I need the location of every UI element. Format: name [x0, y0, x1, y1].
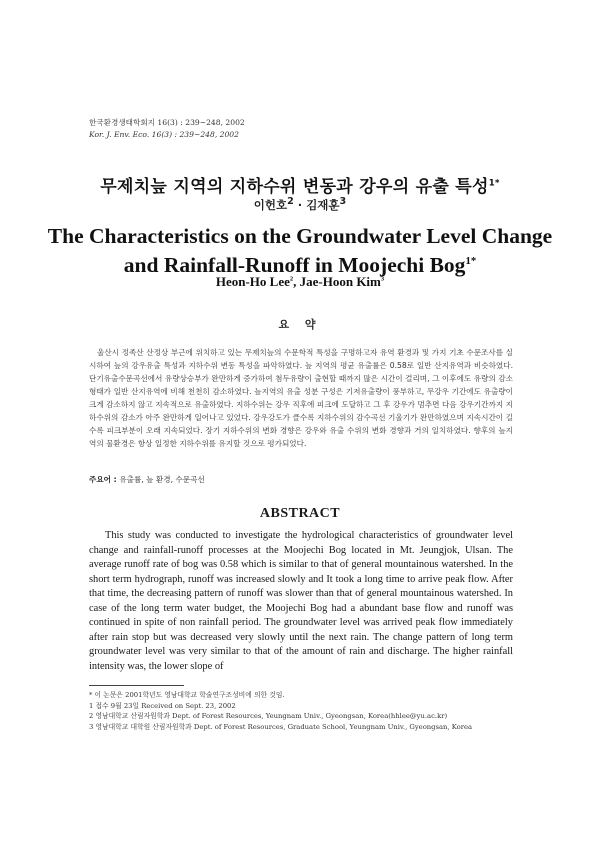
english-author-separator: , [293, 274, 300, 289]
korean-author-1: 이헌호 [253, 197, 288, 212]
footnote-affiliation-1: 2 영남대학교 산림자원학과 Dept. of Forest Resources, Yeungnam Univ., Gyeongsan, Korea(hhlee@yu.ac.kr) [89, 712, 448, 721]
english-author-1-mark: 2 [289, 275, 294, 283]
keywords [89, 474, 205, 485]
korean-author-2: 김재훈 [306, 197, 340, 212]
korean-author-separator: · [293, 197, 307, 212]
english-abstract-body: This study was conducted to investigate the hydrological characteristics of groundwater level change and rainfall-runoff processes at the Moojechi Bog located in Mt. Jeungjok, Ulsan. The average runoff rate of bog was 0.58 which is similar to that of general mountainous watershed. In the short term hydrograph, runoff was increased slowly and It took a long time to arrive peak flow. After that time, the decreasing pattern of runoff was slower than that of general mountainous watershed. In case of the long term water budget, the Moojechi Bog had a abundant base flow and runoff was continued in spite of non rainfall period. The groundwater level was arrived peak flow immediately after rain stop but was decreased very slowly until the next rain. The change pattern of long term groundwater level was very similar to that of the amount of rain and discharge. The higher rainfall intensity was, the lower slope of [89, 530, 513, 672]
english-authors [0, 274, 600, 290]
footnote-funding: * 이 논문은 2001학년도 영남대학교 학술연구조성비에 의한 것임. [89, 691, 285, 699]
footnote-affiliation-2: 3 영남대학교 대학원 산림자원학과 Dept. of Forest Resources, Graduate School, Yeungnam Univ., Gyeongsan, Korea [89, 722, 473, 731]
korean-abstract-heading: 요 약 [278, 318, 322, 331]
english-abstract-heading: ABSTRACT [259, 506, 341, 521]
english-author-2-mark: 3 [380, 275, 385, 283]
korean-abstract-body: 울산시 정족산 산정상 부근에 위치하고 있는 무제치늪의 수문학적 특성을 구명하고자 유역 환경과 및 가지 기초 수문조사를 실시하여 늪의 강우유출 특성과 지하수위 변동 특성을 파악하였다. 늪 지역의 평균 유출률은 0.58로 일반 산지유역과 비슷하였다. 단기유출수문곡선에서 유량상승부가 완만하게 증가하여 첨두유량이 출현할 때까지 많은 시간이 걸리며, 그 이후에도 유량의 감소형태가 일반 산지유역에 비해 천천히 감소하였다. 늪지역의 유출 성분 구성은 기저유출량이 풍부하고, 무강우 기간에도 유출량이 크게 감소하지 않고 지속적으로 유출하였다. 지하수위는 강우 직후에 피크에 도달하고 그 후 강우가 멈추면 다음 강우기간까지 지하수위의 감소가 아주 완만하게 일어나고 있었다. 강우강도가 클수록 지하수위의 감수곡선 기울기가 완만하였으며 지속시간이 길수록 피크부분이 오래 지속되었다. 장기 지하수위의 변화 경향은 강우와 유출 수위의 변화 경향과 거의 일치하였다. 향후의 늪지역의 물환경은 항상 일정한 지하수위를 유지할 것으로 평가되었다. [89, 348, 513, 448]
english-title-line-2-text: and Rainfall-Runoff in Moojechi Bog [123, 253, 466, 278]
footnote-divider [89, 685, 184, 686]
korean-title-footnote-mark: 1* [488, 178, 500, 189]
keywords-label: 주요어 : [89, 475, 120, 484]
keywords-text: 유출률, 늪 환경, 수문곡선 [119, 475, 205, 484]
journal-line-korean: 한국환경생태학회지 16(3) : 239~248, 2002 [89, 118, 245, 127]
footnotes [89, 690, 529, 732]
english-author-2: Jae-Hoon Kim [299, 274, 381, 289]
journal-citation [89, 117, 245, 141]
english-title-footnote-mark: 1* [465, 255, 477, 267]
korean-title-text: 무제치늪 지역의 지하수위 변동과 강우의 유출 특성 [100, 177, 489, 197]
english-title [0, 224, 600, 278]
korean-author-1-mark: 2 [287, 196, 294, 207]
korean-authors [0, 196, 600, 213]
english-title-line-1: The Characteristics on the Groundwater Level Change [47, 224, 553, 248]
korean-title [0, 172, 600, 197]
footnote-received: 1 접수 9월 23일 Received on Sept. 23, 2002 [89, 701, 236, 710]
english-author-1: Heon-Ho Lee [215, 274, 290, 289]
korean-author-2-mark: 3 [339, 196, 347, 207]
journal-line-english: Kor. J. Env. Eco. 16(3) : 239~248, 2002 [89, 130, 239, 139]
